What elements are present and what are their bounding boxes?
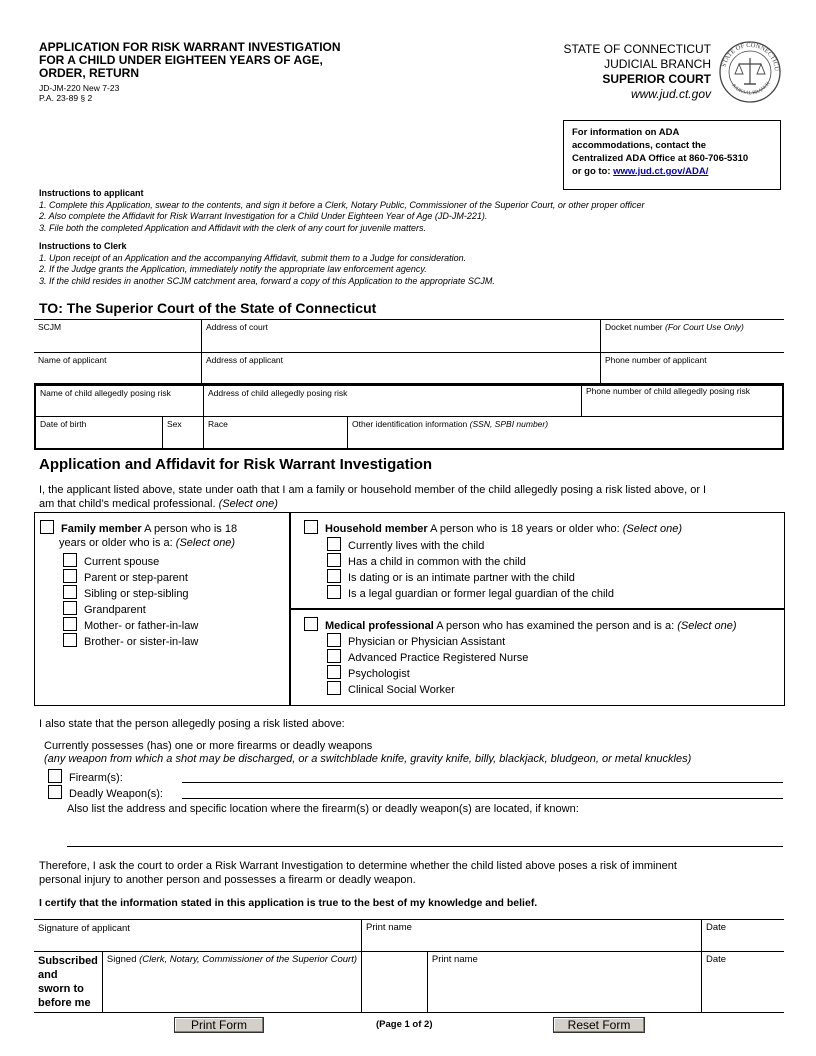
checkbox[interactable] [327,665,341,679]
official-print-name-field[interactable] [427,952,701,1013]
checkbox[interactable] [63,633,77,647]
applicant-signature-field[interactable] [34,920,362,952]
other-id-note: (SSN, SPBI number) [469,419,549,429]
child-name-label: Name of child allegedly posing risk [40,388,171,398]
instruction-item: 2. If the Judge grants the Application, immediately notify the appropriate law enforcement agency. [39,264,427,274]
title-line-2: FOR A CHILD UNDER EIGHTEEN YEARS OF AGE, [39,53,323,67]
intro-select: (Select one) [218,498,278,510]
child-address-label: Address of child allegedly posing risk [208,388,348,398]
family-option-spouse[interactable] [63,553,159,568]
intro-line-2: am that child’s medical professional. [39,498,219,510]
therefore-line-2: personal injury to another person and possesses a firearm or deadly weapon. [39,874,416,886]
statute: P.A. 23-89 § 2 [39,93,93,103]
to-heading: TO: The Superior Court of the State of Connecticut [39,300,377,316]
applicant-name-label: Name of applicant [38,355,107,365]
family-member-desc-2 [59,537,235,549]
ada-line-2: accommodations, contact the [572,140,707,151]
checkbox[interactable] [63,585,77,599]
signed-note: (Clerk, Notary, Commissioner of the Superior Court) [139,954,358,965]
child-phone-field[interactable] [582,385,784,416]
ada-line-4: or go to: [572,166,614,177]
official-date-label: Date [706,954,727,965]
medical-professional-label: Medical professional [325,620,434,632]
instruction-item: 3. File both the completed Application and Affidavit with the clerk of any court for juvenile matters. [39,222,427,233]
option-label: Is dating or is an intimate partner with the child [348,572,575,584]
state-name: STATE OF CONNECTICUT [563,42,711,56]
applicant-signature-label: Signature of applicant [38,923,130,934]
court-address-label: Address of court [206,322,268,332]
family-member-checkbox[interactable] [40,520,54,534]
checkbox[interactable] [63,617,77,631]
option-label: Brother- or sister-in-law [84,636,199,648]
title-line-3: ORDER, RETURN [39,66,140,80]
child-id-table [34,416,784,450]
medical-professional-option[interactable] [304,617,737,632]
signature-table [34,919,784,1013]
signed-field[interactable] [102,952,361,1012]
form-number-block [39,83,119,103]
applicant-address-label: Address of applicant [206,355,284,365]
applicant-phone-label: Phone number of applicant [605,355,707,365]
applicant-date-field[interactable] [702,920,784,952]
family-member-desc-text: years or older who is a: [59,537,176,549]
sworn-row [34,952,362,1013]
race-label: Race [208,419,228,429]
household-option-dating[interactable] [327,569,575,584]
medical-professional-select: (Select one) [677,620,737,632]
checkbox[interactable] [327,649,341,663]
docket-note: (For Court Use Only) [665,322,744,332]
case-info-table [34,319,784,384]
child-address-field[interactable] [204,385,582,416]
official-date-field[interactable] [702,952,784,1013]
applicant-address-field[interactable] [202,353,601,384]
certify-text: I certify that the information stated in this application is true to the best of my knowledge and belief. [39,897,538,909]
subscribed-cell [34,952,102,1012]
family-option-parent[interactable] [63,569,188,584]
form-title [39,41,399,80]
subscribed-line-2: sworn to before me [38,983,91,1009]
intro-line-1: I, the applicant listed above, state under oath that I am a family or household member of the child allegedly posing a risk listed above, or I [39,484,707,496]
subscribed-line-1: Subscribed and [38,955,98,981]
family-option-sibling[interactable] [63,585,189,600]
court-block [563,42,711,102]
branch-name: JUDICIAL BRANCH [604,57,711,71]
household-member-option[interactable] [304,520,682,535]
medical-option-aprn[interactable] [327,649,528,664]
option-label: Psychologist [348,668,410,680]
checkbox[interactable] [327,681,341,695]
deadly-weapon-option[interactable] [48,785,163,800]
instruction-item: 1. Complete this Application, swear to the contents, and sign it before a Clerk, Notary Public, Commissioner of the Superior Court, or other proper officer [39,199,645,210]
other-id-label: Other identification information [352,419,470,429]
option-label: Physician or Physician Assistant [348,636,506,648]
option-label: Advanced Practice Registered Nurse [348,652,529,664]
instruction-item: 1. Upon receipt of an Application and the accompanying Affidavit, submit them to a Judge for consideration. [39,252,467,263]
firearms-label: Firearm(s): [69,772,123,784]
sex-field[interactable] [163,417,204,449]
firearms-option[interactable] [48,769,123,784]
possesses-text: Currently possesses (has) one or more firearms or deadly weapons [44,740,373,752]
race-field[interactable] [204,417,348,449]
ada-line-1: For information on ADA [572,127,680,138]
firearms-input-line[interactable] [182,782,783,783]
judicial-seal-icon [718,40,782,104]
family-member-desc: A person who is 18 [141,523,238,535]
applicant-phone-field[interactable] [601,353,785,384]
family-option-parent-in-law[interactable] [63,617,198,632]
checkbox[interactable] [327,633,341,647]
deadly-weapon-checkbox[interactable] [48,785,62,799]
ada-line-3: Centralized ADA Office at 860-706-5310 [572,153,749,164]
option-label: Currently lives with the child [348,540,485,552]
checkbox[interactable] [63,601,77,615]
household-member-select: (Select one) [622,523,683,535]
checkbox[interactable] [63,569,77,583]
family-option-grandparent[interactable] [63,601,146,616]
household-option-lives[interactable] [327,537,484,552]
dob-label: Date of birth [40,419,87,429]
court-name: SUPERIOR COURT [602,72,711,86]
checkbox[interactable] [327,585,341,599]
option-label: Is a legal guardian or former legal guardian of the child [348,588,614,600]
checkbox[interactable] [327,537,341,551]
household-member-desc: A person who is 18 years or older who: [427,523,623,535]
seal-top-text: STATE OF CONNECTICU [720,41,781,72]
option-label: Grandparent [84,604,146,616]
option-label: Mother- or father-in-law [84,620,199,632]
option-label: Sibling or step-sibling [84,588,189,600]
applicant-date-label: Date [706,922,727,933]
sex-label: Sex [167,419,182,429]
household-option-child-common[interactable] [327,553,526,568]
checkbox[interactable] [327,553,341,567]
medical-option-psychologist[interactable] [327,665,410,680]
seal-bottom-text: JUDICIAL BRANCH [730,81,772,97]
option-label: Parent or step-parent [84,572,188,584]
medical-professional-checkbox[interactable] [304,617,318,631]
child-phone-label: Phone number of child allegedly posing risk [586,386,750,396]
page-number: (Page 1 of 2) [376,1019,433,1030]
location-input-line[interactable] [67,846,783,847]
option-label: Current spouse [84,556,160,568]
therefore-line-1: Therefore, I ask the court to order a Risk Warrant Investigation to determine whether the child listed above poses a risk of imminent [39,860,677,872]
instruction-item: 2. Also complete the Affidavit for Risk Warrant Investigation for a Child Under Eighteen Year of Age (JD-JM-221). [39,211,488,221]
form-number: JD-JM-220 New 7-23 [39,83,120,93]
medical-professional-desc: A person who has examined the person and is a: [433,620,678,632]
family-member-label: Family member [61,523,142,535]
instruction-item: 3. If the child resides in another SCJM catchment area, forward a copy of this Application to the appropriate SCJM. [39,275,495,286]
official-print-name-label: Print name [431,954,478,965]
therefore-text [39,859,677,887]
checkbox[interactable] [63,553,77,567]
family-option-sibling-in-law[interactable] [63,633,198,648]
other-id-field[interactable] [348,417,784,449]
firearms-checkbox[interactable] [48,769,62,783]
family-member-select: (Select one) [175,537,236,549]
ada-link[interactable]: www.jud.ct.gov/ADA/ [613,166,709,177]
affidavit-title: Application and Affidavit for Risk Warrant Investigation [39,456,433,473]
docket-field[interactable] [601,320,785,353]
instructions-clerk-heading: Instructions to Clerk [39,241,127,251]
household-member-checkbox[interactable] [304,520,318,534]
instructions-applicant [39,188,644,234]
household-option-guardian[interactable] [327,585,614,600]
signed-label: Signed [106,954,140,965]
website: www.jud.ct.gov [630,87,711,101]
deadly-weapon-input-line[interactable] [182,798,783,799]
ada-info-box [563,120,781,190]
dob-field[interactable] [35,417,163,449]
reset-form-button[interactable]: Reset Form [553,1017,645,1033]
affidavit-intro [39,483,779,511]
print-form-button[interactable]: Print Form [174,1017,264,1033]
court-address-field[interactable] [202,320,601,353]
option-label: Clinical Social Worker [348,684,455,696]
applicant-print-name-field[interactable] [362,920,702,952]
medical-option-physician[interactable] [327,633,505,648]
scjm-field[interactable] [34,320,202,353]
medical-option-social-worker[interactable] [327,681,455,696]
instructions-clerk [39,241,495,287]
applicant-name-field[interactable] [34,353,202,384]
household-member-label: Household member [325,523,428,535]
location-text: Also list the address and specific location where the firearm(s) or deadly weapon(s) are located, if known: [67,803,579,815]
checkbox[interactable] [327,569,341,583]
family-member-option[interactable] [40,520,237,535]
weapon-definition: (any weapon from which a shot may be discharged, or a switchblade knife, gravity knife, billy, blackjack, bludgeon, or metal knuckles) [44,753,692,765]
instructions-applicant-heading: Instructions to applicant [39,188,144,198]
deadly-weapon-label: Deadly Weapon(s): [69,788,163,800]
child-name-field[interactable] [35,385,204,416]
signed-field-cont[interactable] [362,952,428,1013]
child-info-table [34,384,784,417]
also-state-text: I also state that the person allegedly posing a risk listed above: [39,718,345,730]
title-line-1: APPLICATION FOR RISK WARRANT INVESTIGATION [39,40,341,54]
scjm-label: SCJM [38,322,62,332]
applicant-print-name-label: Print name [366,922,412,933]
docket-label: Docket number [605,322,665,332]
option-label: Has a child in common with the child [348,556,526,568]
